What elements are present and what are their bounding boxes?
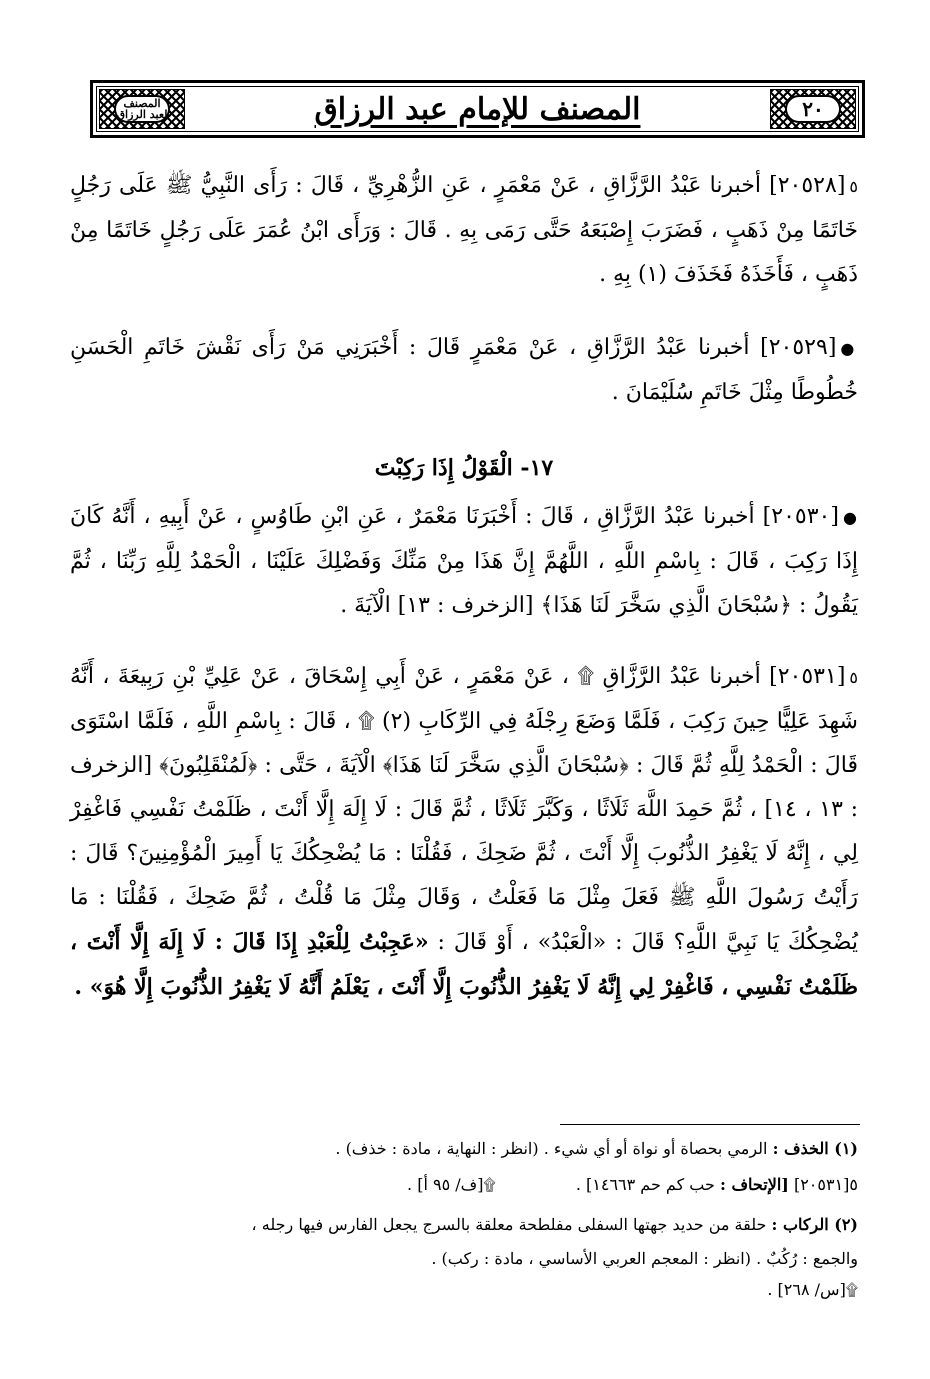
footnote-1: [70, 1134, 858, 1164]
footnote-marker: ٥[٢٠٥٣١]: [793, 1175, 858, 1194]
footnote-label: (١) الخذف :: [772, 1139, 858, 1158]
paragraph-marker: ٥: [849, 177, 858, 196]
hadith-text: أخبرنا عَبْدُ الرَّزَّاقِ ۩ ، عَنْ مَعْمَرٍ ، عَنْ أَبِي إِسْحَاقَ ، عَنْ عَلِيِّ بْنِ رَبِيعَةَ ، أَنَّهُ شَهِدَ عَلِيًّا حِينَ رَكِبَ ، فَلَمَّا وَضَعَ رِجْلَهُ فِي الرِّكَابِ (٢) ۩ ، قَالَ : بِاسْمِ اللَّهِ ، فَلَمَّا اسْتَوَى قَالَ : الْحَمْدُ لِلَّهِ ثُمَّ قَالَ : ﴿سُبْحَانَ الَّذِي سَخَّرَ لَنَا هَذَا﴾ الْآيَةَ ، حَتَّى : ﴿لَمُنْقَلِبُونَ﴾ [الزخرف : ١٣ ، ١٤] ، ثُمَّ حَمِدَ اللَّهَ ثَلَاثًا ، وَكَبَّرَ ثَلَاثًا ، ثُمَّ قَالَ : لَا إِلَهَ إِلَّا أَنْتَ ، ظَلَمْتُ نَفْسِي فَاغْفِرْ لِي ، إِنَّهُ لَا يَغْفِرُ الذُّنُوبَ إِلَّا أَنْتَ ، ثُمَّ ضَحِكَ ، فَقُلْنَا : مَا يُضْحِكُكَ يَا أَمِيرَ الْمُؤْمِنِينَ؟ قَالَ : رَأَيْتُ رَسُولَ اللَّهِ ﷺ فَعَلَ مِثْلَ مَا فَعَلْتُ ، وَقَالَ مِثْلَ مَا قُلْتُ ، ثُمَّ ضَحِكَ ، فَقُلْنَا : مَا يُضْحِكُكَ يَا نَبِيَّ اللَّهِ؟ قَالَ : «الْعَبْدُ» ، أَوْ قَالَ :: [70, 664, 859, 955]
hadith-text-bold: «عَجِبْتُ لِلْعَبْدِ إِذَا قَالَ : لَا إِلَهَ إِلَّا أَنْتَ ، ظَلَمْتُ نَفْسِي ، فَاغْفِرْ لِي إِنَّهُ لَا يَغْفِرُ الذُّنُوبَ إِلَّا أَنْتَ ، يَعْلَمُ أَنَّهُ لَا يَغْفِرُ الذُّنُوبَ إِلَّا هُوَ» .: [70, 929, 858, 1000]
section-heading: ١٧- الْقَوْلُ إِذَا رَكِبْتَ: [374, 455, 554, 481]
manuscript-ref-2: ۩[س/ ٢٦٨] .: [767, 1280, 858, 1299]
footnote-divider: [560, 1124, 860, 1125]
hadith-20530: [70, 495, 858, 628]
page-number: ٢٠: [785, 95, 841, 123]
hadith-number: [٢٠٥٣١]: [769, 664, 846, 689]
footnote-text: الرمي بحصاة أو نواة أو أي شيء . (انظر : النهاية ، مادة : خذف) .: [335, 1139, 768, 1158]
footnote-2-continued: والجمع : رُكُبٌ . (انظر : المعجم العربي الأساسي ، مادة : ركب) .: [431, 1249, 858, 1268]
hadith-20531: [70, 655, 858, 1010]
paragraph-marker: ●: [840, 339, 858, 358]
footnote-text: حب كم حم ١٤٦٦٣] .: [575, 1175, 715, 1194]
paragraph-marker: ●: [842, 508, 858, 527]
manuscript-ref: ۩[ف/ ٩٥ أ] .: [407, 1175, 496, 1194]
book-title: المصنف للإمام عبد الرزاق: [314, 91, 641, 127]
emblem-text: المصنف لعبد الرزاق: [114, 95, 170, 123]
hadith-number: [٢٠٥٢٨]: [769, 173, 846, 198]
hadith-text: أخبرنا عَبْدُ الرَّزَّاقِ ، عَنْ مَعْمَرٍ قَالَ : أَخْبَرَنِي مَنْ رَأَى نَقْشَ خَاتَمِ الْحَسَنِ خُطُوطًا مِثْلَ خَاتَمِ سُلَيْمَانَ .: [70, 335, 858, 405]
hadith-20529: [70, 326, 858, 415]
footnote-takhrij: [70, 1170, 858, 1200]
hadith-text: أخبرنا عَبْدُ الرَّزَّاقِ ، قَالَ : أَخْبَرَنَا مَعْمَرٌ ، عَنِ ابْنِ طَاوُسٍ ، عَنْ أَبِيهِ ، أَنَّهُ كَانَ إِذَا رَكِبَ ، قَالَ : بِاسْمِ اللَّهِ ، اللَّهُمَّ إِنَّ هَذَا مِنْ مَنِّكَ وَفَضْلِكَ عَلَيْنَا ، الْحَمْدُ لِلَّهِ رَبِّنَا ، ثُمَّ يَقُولُ : ﴿سُبْحَانَ الَّذِي سَخَّرَ لَنَا هَذَا﴾ [الزخرف : ١٣] الْآيَةَ .: [70, 504, 859, 618]
footnote-2: [70, 1210, 858, 1240]
hadith-number: [٢٠٥٢٩]: [760, 335, 837, 360]
footnote-text: حلقة من حديد جهتها السفلى مفلطحة معلقة بالسرج يجعل الفارس فيها رجله ،: [251, 1215, 767, 1234]
hadith-text: أخبرنا عَبْدُ الرَّزَّاقِ ، عَنْ مَعْمَرٍ ، عَنِ الزُّهْرِيِّ ، قَالَ : رَأَى النَّبِيُّ ﷺ عَلَى رَجُلٍ خَاتَمًا مِنْ ذَهَبٍ ، فَضَرَبَ إِصْبَعَهُ حَتَّى رَمَى بِهِ . قَالَ : وَرَأَى ابْنُ عُمَرَ عَلَى رَجُلٍ خَاتَمًا مِنْ ذَهَبٍ ، فَأَخَذَهُ فَخَذَفَ (١) بِهِ .: [70, 173, 859, 287]
page-number-frame: [770, 89, 856, 129]
footnote-label: (٢) الركاب :: [771, 1215, 858, 1234]
page-header: [90, 80, 865, 138]
book-emblem: [99, 89, 185, 129]
footnote-label: [الإتحاف :: [719, 1175, 789, 1194]
hadith-number: [٢٠٥٣٠]: [762, 504, 839, 529]
hadith-20528: [70, 164, 858, 297]
paragraph-marker: ٥: [849, 668, 858, 687]
